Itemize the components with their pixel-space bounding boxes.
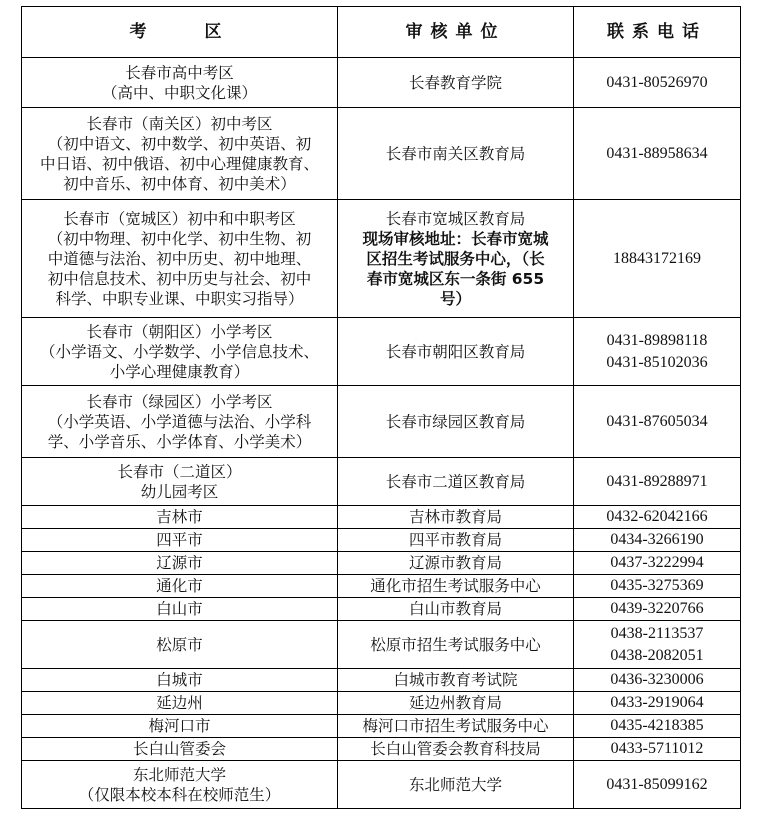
area-line: 长白山管委会 [132, 740, 226, 758]
review-unit-table [21, 6, 741, 809]
phone-line: 0437-3222994 [610, 554, 704, 571]
unit-line: 梅河口市招生考试服务中心 [362, 717, 549, 735]
table-row [22, 669, 741, 692]
cell-phone [574, 200, 741, 318]
unit-bold-line: 区招生考试服务中心，（长 [366, 249, 545, 268]
cell-area [22, 386, 338, 458]
unit-line: 长春市朝阳区教育局 [385, 342, 526, 361]
unit-line: 长春教育学院 [408, 73, 502, 92]
area-line: 辽源市 [156, 554, 203, 572]
cell-unit [338, 715, 574, 738]
cell-phone [574, 58, 741, 108]
phone-line: 18843172169 [613, 249, 701, 267]
cell-area [22, 669, 338, 692]
cell-area [22, 621, 338, 669]
cell-unit [338, 318, 574, 386]
cell-unit [338, 529, 574, 552]
cell-unit [338, 761, 574, 809]
phone-line: 0432-62042166 [606, 508, 708, 525]
phone-line: 0431-88958634 [606, 144, 708, 162]
cell-phone [574, 386, 741, 458]
table-row [22, 108, 741, 200]
cell-unit [338, 575, 574, 598]
cell-phone [574, 715, 741, 738]
area-line: 长春市（绿园区）小学考区 [86, 392, 273, 411]
unit-line: 东北师范大学 [408, 775, 502, 794]
unit-bold-line: 现场审核地址：长春市宽城 [362, 229, 549, 248]
cell-unit [338, 58, 574, 108]
cell-phone [574, 761, 741, 809]
cell-area [22, 575, 338, 598]
unit-line: 松原市招生考试服务中心 [370, 635, 541, 654]
area-line: 延边州 [156, 694, 203, 712]
area-line: （小学英语、小学道德与法治、小学科 [47, 412, 312, 431]
cell-phone [574, 506, 741, 529]
cell-unit [338, 552, 574, 575]
area-line: 初中音乐、初中体育、初中美术） [63, 174, 296, 193]
cell-area [22, 552, 338, 575]
table-body [22, 58, 741, 809]
header-unit: 审核单位 [338, 7, 574, 58]
area-line: 长春市（朝阳区）小学考区 [86, 322, 273, 341]
cell-unit [338, 669, 574, 692]
unit-line: 白城市教育考试院 [393, 671, 518, 689]
area-line: 初中信息技术、初中历史与社会、初中 [47, 269, 312, 288]
cell-unit [338, 598, 574, 621]
unit-line: 辽源市教育局 [408, 554, 502, 572]
cell-unit [338, 621, 574, 669]
unit-line: 通化市招生考试服务中心 [370, 577, 541, 595]
unit-line: 长白山管委会教育科技局 [370, 740, 541, 758]
unit-bold-line: 号） [439, 289, 471, 308]
cell-unit [338, 506, 574, 529]
area-line: 四平市 [156, 531, 203, 549]
unit-bold-line: 春市宽城区东一条街 655 [366, 269, 545, 288]
area-line: 长春市高中考区 [125, 63, 234, 82]
unit-line: 四平市教育局 [408, 531, 502, 549]
unit-line: 白山市教育局 [408, 600, 502, 618]
area-line: （小学语文、小学数学、小学信息技术、 [39, 342, 319, 361]
area-line: 长春市（宽城区）初中和中职考区 [63, 209, 296, 228]
table-row [22, 529, 741, 552]
header-row [22, 7, 741, 58]
table-row [22, 200, 741, 318]
cell-phone [574, 575, 741, 598]
phone-line: 0435-3275369 [610, 577, 704, 594]
cell-area [22, 318, 338, 386]
cell-unit [338, 200, 574, 318]
unit-line: 长春市二道区教育局 [385, 472, 526, 491]
header-phone: 联系电话 [574, 7, 741, 58]
cell-phone [574, 738, 741, 761]
cell-area [22, 715, 338, 738]
area-line: 科学、中职专业课、中职实习指导） [55, 289, 304, 308]
cell-area [22, 738, 338, 761]
phone-line: 0435-4218385 [610, 717, 704, 734]
phone-line: 0436-3230006 [610, 671, 704, 688]
cell-area [22, 761, 338, 809]
area-line: 白城市 [156, 671, 203, 689]
table-row [22, 386, 741, 458]
cell-phone [574, 621, 741, 669]
unit-line: 长春市宽城区教育局 [385, 209, 526, 228]
phone-line: 0433-2919064 [610, 694, 704, 711]
area-line: （初中物理、初中化学、初中生物、初 [47, 229, 312, 248]
table-row [22, 761, 741, 809]
cell-phone [574, 318, 741, 386]
area-line: 东北师范大学 [132, 765, 226, 784]
cell-unit [338, 692, 574, 715]
area-line: 梅河口市 [148, 717, 211, 735]
table-row [22, 506, 741, 529]
phone-line: 0431-87605034 [606, 412, 708, 430]
table-row [22, 621, 741, 669]
phone-line: 0431-85099162 [606, 775, 708, 793]
area-line: 吉林市 [156, 508, 203, 526]
area-line: 中道德与法治、初中历史、初中地理、 [47, 249, 312, 268]
table-row [22, 738, 741, 761]
table-row [22, 575, 741, 598]
area-line: （初中语文、初中数学、初中英语、初 [47, 134, 312, 153]
cell-unit [338, 108, 574, 200]
area-line: 中日语、初中俄语、初中心理健康教育、 [39, 154, 319, 173]
unit-line: 吉林市教育局 [408, 508, 502, 526]
cell-area [22, 200, 338, 318]
area-line: 幼儿园考区 [140, 482, 219, 501]
phone-line: 0431-85102036 [606, 353, 708, 371]
table-row [22, 552, 741, 575]
cell-unit [338, 738, 574, 761]
area-line: 长春市（南关区）初中考区 [86, 114, 273, 133]
area-line: （仅限本校本科在校师范生） [78, 785, 281, 804]
table-row [22, 715, 741, 738]
unit-line: 长春市绿园区教育局 [385, 412, 526, 431]
phone-line: 0433-5711012 [610, 740, 704, 757]
phone-line: 0439-3220766 [610, 600, 704, 617]
table-row [22, 458, 741, 506]
cell-phone [574, 529, 741, 552]
cell-area [22, 598, 338, 621]
table-row [22, 58, 741, 108]
unit-line: 延边州教育局 [408, 694, 502, 712]
table-row [22, 598, 741, 621]
table-row [22, 692, 741, 715]
phone-line: 0438-2113537 [610, 624, 704, 642]
cell-phone [574, 692, 741, 715]
area-line: 小学心理健康教育） [109, 362, 250, 381]
cell-area [22, 506, 338, 529]
cell-phone [574, 552, 741, 575]
phone-line: 0431-89288971 [606, 472, 708, 490]
cell-area [22, 58, 338, 108]
area-line: 松原市 [156, 635, 203, 654]
cell-area [22, 108, 338, 200]
cell-area [22, 458, 338, 506]
area-line: 学、小学音乐、小学体育、小学美术） [47, 432, 312, 451]
header-area: 考 区 [22, 7, 338, 58]
cell-phone [574, 108, 741, 200]
cell-phone [574, 598, 741, 621]
cell-unit [338, 458, 574, 506]
area-line: 通化市 [156, 577, 203, 595]
phone-line: 0438-2082051 [610, 646, 704, 664]
area-line: 长春市（二道区） [117, 462, 242, 481]
cell-area [22, 529, 338, 552]
cell-unit [338, 386, 574, 458]
area-line: 白山市 [156, 600, 203, 618]
unit-line: 长春市南关区教育局 [385, 144, 526, 163]
cell-area [22, 692, 338, 715]
phone-line: 0434-3266190 [610, 531, 704, 548]
phone-line: 0431-80526970 [606, 73, 708, 91]
cell-phone [574, 458, 741, 506]
phone-line: 0431-89898118 [606, 331, 708, 349]
cell-phone [574, 669, 741, 692]
area-line: （高中、中职文化课） [101, 83, 257, 102]
table-row [22, 318, 741, 386]
